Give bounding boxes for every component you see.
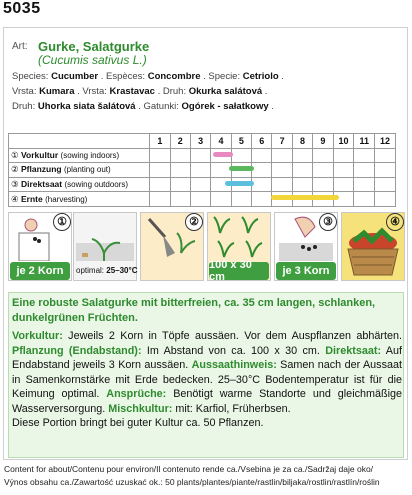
month-cell [375, 148, 396, 163]
product-code: 5035 [3, 0, 41, 17]
temp-value: 25–30°C [106, 266, 138, 275]
month-cell [333, 163, 354, 178]
step-number-3: ③ [319, 213, 337, 231]
section-heading: Mischkultur: [108, 402, 173, 415]
growing-instructions [12, 329, 402, 431]
month-cell [375, 163, 396, 178]
row-label: Vorkultur [21, 149, 59, 160]
row-label: Direktsaat [21, 179, 63, 190]
section-text: Im Abstand von ca. 100 x 30 cm. [141, 344, 326, 357]
month-cell [170, 192, 190, 207]
month-cell [170, 163, 190, 178]
month-header: 3 [190, 134, 210, 149]
species-value: Cetriolo [242, 71, 279, 82]
month-cell [272, 192, 292, 207]
species-value: Cucumber [51, 71, 99, 82]
intro-text: Eine robuste Salatgurke mit bitterfreien, ca. 35 cm langen, schlanken, dunkelgrünen Früchten. [12, 297, 376, 324]
species-label: . [281, 71, 284, 82]
row-sub-label: (planting out) [63, 165, 111, 175]
row-sub-label: (sowing outdoors) [64, 180, 129, 190]
month-cell [190, 192, 210, 207]
month-cell [150, 163, 170, 178]
row-number: ④ [11, 193, 19, 204]
month-cell [231, 192, 251, 207]
month-header: 7 [272, 134, 292, 149]
month-cell [354, 192, 375, 207]
row-number: ① [11, 149, 19, 160]
species-value: Kumara [39, 86, 75, 97]
section-heading: Ansprüche: [106, 388, 167, 400]
row-sub-label: (harvesting) [45, 194, 88, 204]
month-cell [231, 177, 251, 192]
plant-name: Gurke, Salatgurke [38, 39, 150, 54]
germination-temperature [76, 266, 137, 275]
calendar-row-label [9, 163, 150, 178]
species-label: . Espèces: [100, 71, 146, 82]
row-label: Ernte [21, 193, 43, 204]
species-label: . [264, 86, 268, 97]
footer-line-1: Content for about/Contenu pour environ/Il contenuto rende ca./Vsebina je za ca./Sadržaj daje oko/ [4, 464, 374, 474]
month-cell [252, 163, 272, 178]
species-label: . Druh: [157, 86, 187, 97]
calendar-row [9, 177, 396, 192]
section-heading: Aussaathinweis: [191, 359, 277, 371]
section-text: Jeweils 2 Korn in Töpfe aussäen. Vor dem Auspflanzen abhärten. [62, 330, 402, 342]
species-label: . Gatunki: [138, 101, 179, 112]
footer-line-2: Výnos obsahu ca./Zawartość uzuskać ok.: 50 plants/plantes/piante/rastlin/biljaka/rostlin/rastlín/roślin [4, 477, 380, 487]
calendar-row-label [9, 177, 150, 192]
month-header: 4 [211, 134, 231, 149]
month-header: 1 [150, 134, 170, 149]
species-value: Okurka salátová [188, 86, 263, 97]
species-value: Concombre [147, 71, 201, 82]
calendar-row-label [9, 192, 150, 207]
month-cell [150, 177, 170, 192]
month-cell [354, 163, 375, 178]
month-cell [313, 163, 333, 178]
section-text: Samen nach der Aussaat in Samenkornstärke mit Erde bedecken. 25–30°C Bodentemperatur ist für die Keimung optimal. [12, 359, 402, 400]
row-sub-label: (sowing indoors) [60, 150, 120, 160]
month-cell [190, 163, 210, 178]
month-header: 11 [354, 134, 375, 149]
species-value: Ogórek - sałatkowy [181, 101, 269, 112]
month-cell [211, 192, 231, 207]
art-label: Art: [12, 41, 28, 52]
month-header: 6 [252, 134, 272, 149]
month-header: 8 [292, 134, 312, 149]
species-label: Vrsta: [12, 86, 37, 97]
month-cell [292, 177, 312, 192]
row-number: ③ [11, 179, 19, 190]
month-header: 9 [313, 134, 333, 149]
section-heading: Pflanzung (Endabstand): [12, 344, 142, 357]
row-number: ② [11, 164, 19, 175]
species-value: Krastavac [109, 86, 155, 97]
month-header: 12 [375, 134, 396, 149]
section-text: Auf Endabstand jeweils 3 Korn aussäen. [12, 344, 402, 371]
row-label: Pflanzung [21, 164, 62, 175]
step-number-2: ② [185, 213, 203, 231]
plant-rows-icon [208, 213, 270, 261]
month-cell [313, 192, 333, 207]
month-cell [190, 148, 210, 163]
pot-seed-count: je 2 Korn [10, 262, 70, 280]
species-line [12, 86, 267, 97]
month-cell [170, 148, 190, 163]
month-cell [150, 148, 170, 163]
species-label: Species: [12, 71, 49, 82]
temp-label: optimal: [76, 266, 105, 275]
month-cell [190, 177, 210, 192]
month-cell [292, 148, 312, 163]
month-cell [170, 177, 190, 192]
month-cell [292, 163, 312, 178]
section-text: mit: Karfiol, Früherbsen. [172, 402, 291, 415]
month-cell [313, 148, 333, 163]
month-cell [211, 148, 231, 163]
month-cell [375, 177, 396, 192]
month-cell [272, 163, 292, 178]
month-cell [292, 192, 312, 207]
month-header: 2 [170, 134, 190, 149]
month-cell [272, 177, 292, 192]
calendar-row [9, 148, 396, 163]
sowing-calendar [8, 133, 396, 207]
species-line [12, 71, 284, 82]
section-heading: Vorkultur: [12, 330, 63, 342]
latin-name: (Cucumis sativus L.) [38, 53, 147, 67]
month-cell [231, 148, 251, 163]
plant-spacing: 100 x 30 cm [209, 262, 269, 280]
month-cell [375, 192, 396, 207]
step-number-4: ④ [386, 213, 404, 231]
month-cell [252, 148, 272, 163]
species-label: . [271, 101, 274, 112]
month-cell [252, 192, 272, 207]
species-label: . Vrsta: [77, 86, 107, 97]
step-number-1: ① [53, 213, 71, 231]
direct-seed-count: je 3 Korn [276, 262, 336, 280]
species-label: . Specie: [203, 71, 241, 82]
month-cell [211, 163, 231, 178]
month-cell [272, 148, 292, 163]
month-cell [211, 177, 231, 192]
calendar-row [9, 163, 396, 178]
month-header: 5 [231, 134, 251, 149]
month-cell [354, 148, 375, 163]
month-header: 10 [333, 134, 354, 149]
month-cell [333, 192, 354, 207]
species-line [12, 101, 274, 112]
species-label: Druh: [12, 101, 36, 112]
month-cell [252, 177, 272, 192]
month-cell [150, 192, 170, 207]
section-heading: Direktsaat: [325, 344, 382, 357]
seedling-icon [74, 213, 136, 261]
month-cell [333, 148, 354, 163]
month-cell [313, 177, 333, 192]
calendar-row [9, 192, 396, 207]
month-cell [333, 177, 354, 192]
section-text: Diese Portion bringt bei guter Kultur ca. 50 Pflanzen. [12, 417, 264, 429]
species-value: Uhorka siata šalátová [37, 101, 136, 112]
calendar-corner [9, 134, 150, 149]
section-text: Benötigt warme Standorte und gleichmäßige Wasserversorgung. [12, 388, 402, 415]
month-cell [231, 163, 251, 178]
month-cell [354, 177, 375, 192]
calendar-row-label [9, 148, 150, 163]
